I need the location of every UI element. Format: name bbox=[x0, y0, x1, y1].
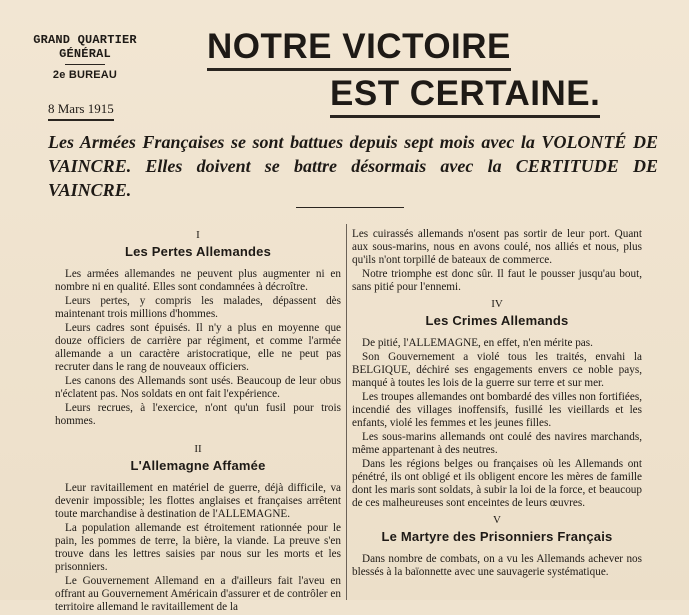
section-title: L'Allemagne Affamée bbox=[130, 458, 266, 473]
section-numeral: IV bbox=[491, 298, 503, 310]
paragraph: Leur ravitaillement en matériel de guerre, déjà difficile, va devenir impossible; les flottes anglaises et françaises arrêtent toute marchandise à destination de l'ALLEMAGNE. bbox=[55, 482, 341, 520]
paragraph: Les canons des Allemands sont usés. Beaucoup de leur obus n'éclatent pas. Nos soldats en ont fait l'expérience. bbox=[55, 375, 341, 400]
paragraph: De pitié, l'ALLEMAGNE, en effet, n'en mérite pas. bbox=[362, 337, 593, 349]
title-line-2: EST CERTAINE. bbox=[330, 75, 600, 118]
paragraph: Dans nombre de combats, on a vu les Allemands achever nos blessés à la baïonnette avec une sauvagerie systématique. bbox=[352, 553, 642, 578]
paragraph: Dans les régions belges ou françaises où les Allemands ont pénétré, ils ont obligé et ils obligent encore les mères de famille dont les maris sont soldats, à subir la loi de la force, et beaucoup de ces malheureuses sont enceintes de leurs œuvres. bbox=[352, 458, 642, 509]
paragraph: La population allemande est étroitement rationnée pour le pain, les pommes de terre, la bière, la viande. La preuve s'en trouve dans les lettres saisies par nous sur les morts et les prisonniers. bbox=[55, 522, 341, 573]
paragraph: Les sous-marins allemands ont coulé des navires marchands, même appartenant à des neutres. bbox=[352, 431, 642, 456]
left-column bbox=[55, 225, 341, 615]
hq-rule bbox=[65, 64, 105, 65]
intro-statement: Les Armées Françaises se sont battues depuis sept mois avec la VOLONTÉ DE VAINCRE. Elles doivent se battre désormais avec la CERTITUDE DE VAINCRE. bbox=[48, 132, 658, 200]
paragraph: Son Gouvernement a violé tous les traités, envahi la BELGIQUE, déchiré ses engagements envers ce noble pays, manqué à toutes les lois de la guerre sur terre et sur mer. bbox=[352, 351, 642, 389]
column-divider bbox=[346, 224, 347, 600]
paragraph: Les troupes allemandes ont bombardé des villes non fortifiées, incendié des villages inoffensifs, fusillé les vieillards et les enfants, violé les femmes et les jeunes filles. bbox=[352, 391, 642, 429]
right-column bbox=[352, 228, 642, 580]
section-numeral: I bbox=[196, 229, 200, 241]
paragraph: Leurs pertes, y compris les malades, dépassent dès maintenant trois millions d'hommes. bbox=[55, 295, 341, 320]
section-numeral: II bbox=[194, 443, 202, 455]
section-numeral: V bbox=[493, 514, 501, 526]
paragraph: Le Gouvernement Allemand en a d'ailleurs fait l'aveu en offrant au Gouvernement Américain d'assurer et de contrôler en territoire allemand le ravitaillement de la bbox=[55, 575, 341, 613]
section-title: Les Crimes Allemands bbox=[425, 313, 569, 328]
section-title: Le Martyre des Prisonniers Français bbox=[381, 529, 613, 544]
paragraph: Les cuirassés allemands n'osent pas sortir de leur port. Quant aux sous-marins, nous en avons coulé, nos alliés et nous, plus qu'ils n'ont torpillé de bateaux de commerce. bbox=[352, 228, 642, 266]
paragraph: Leurs recrues, à l'exercice, n'ont qu'un fusil pour trois hommes. bbox=[55, 402, 341, 427]
title-line-1: NOTRE VICTOIRE bbox=[207, 28, 511, 71]
bureau-label: 2e BUREAU bbox=[52, 69, 118, 81]
intro-rule bbox=[296, 207, 404, 208]
paragraph: Leurs cadres sont épuisés. Il n'y a plus en moyenne que douze officiers de carrière par régiment, et comme l'armée allemande a un caractère aristocratique, elle ne peut pas recruter dans le rang de nouveaux officiers. bbox=[55, 322, 341, 373]
paragraph: Les armées allemandes ne peuvent plus augmenter ni en nombre ni en qualité. Elles sont condamnées à décroître. bbox=[55, 268, 341, 293]
date-label: 8 Mars 1915 bbox=[48, 101, 114, 121]
section-title: Les Pertes Allemandes bbox=[124, 244, 272, 259]
hq-block bbox=[10, 33, 160, 81]
paragraph: Notre triomphe est donc sûr. Il faut le pousser jusqu'au bout, sans pitié pour l'ennemi. bbox=[352, 268, 642, 293]
hq-heading: GRAND QUARTIER GÉNÉRAL bbox=[33, 33, 137, 61]
